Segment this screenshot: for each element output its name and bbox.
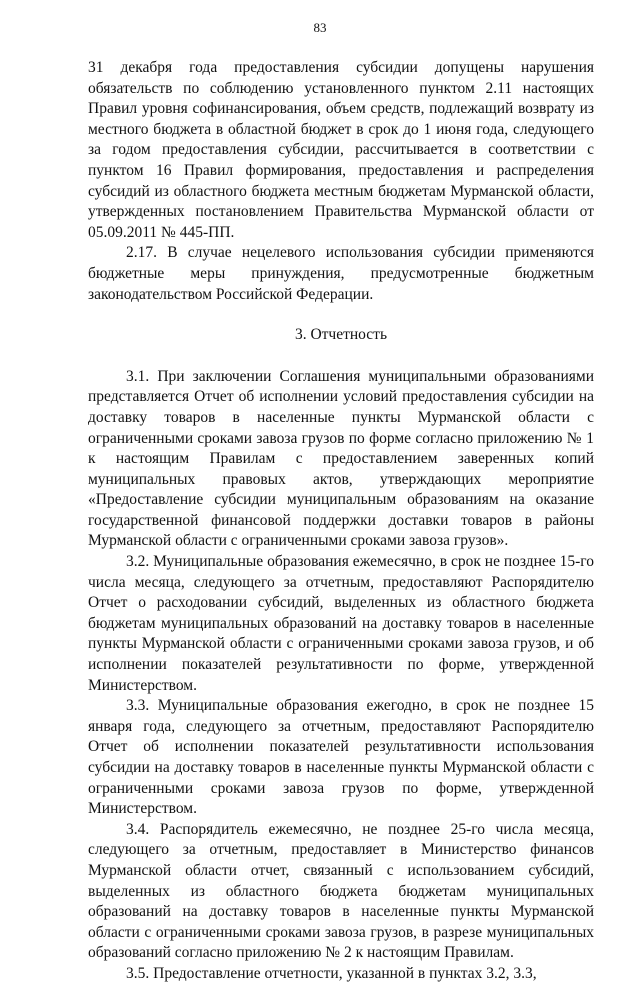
document-body bbox=[88, 58, 594, 985]
page-number: 83 bbox=[313, 20, 327, 35]
paragraph-refund-calculation: 31 декабря года предоставления субсидии допущены нарушения обязательств по соблюдению установленного пунктом 2.11 настоящих Правил уровня софинансирования, объем средств, подлежащий возврату из местного бюджета в областной бюджет в срок до 1 июня года, следующего за годом предоставления субсидии, рассчитывается в соответствии с пунктом 16 Правил формирования, предоставления и распределения субсидий из областного бюджета местным бюджетам Мурманской области, утвержденных постановлением Правительства Мурманской области от 05.09.2011 № 445-ПП. bbox=[88, 59, 594, 241]
paragraph-3-4: 3.4. Распорядитель ежемесячно, не позднее 25-го числа месяца, следующего за отчетным, предоставляет в Министерство финансов Мурманской области отчет, связанный с использованием субсидий, выделенных из областного бюджета бюджетам муниципальных образований на доставку товаров в населенные пункты Мурманской области с ограниченными сроками завоза грузов, в разрезе муниципальных образований согласно приложению № 2 к настоящим Правилам. bbox=[88, 820, 594, 962]
paragraph-3-1: 3.1. При заключении Соглашения муниципальными образованиями представляется Отчет об исполнении условий предоставления субсидии на доставку товаров в населенные пункты Мурманской области с ограниченными сроками завоза грузов по форме согласно приложению № 1 к настоящим Правилам с предоставлением заверенных копий муниципальных правовых актов, утверждающих мероприятие «Предоставление субсидии муниципальным образованиям на оказание государственной финансовой поддержки доставки товаров в районы Мурманской области с ограниченными сроками завоза грузов». bbox=[88, 367, 594, 550]
paragraph-2-17: 2.17. В случае нецелевого использования субсидии применяются бюджетные меры принуждения, предусмотренные бюджетным законодательством Российской Федерации. bbox=[88, 244, 594, 303]
paragraph-3-5: 3.5. Предоставление отчетности, указанной в пунктах 3.2, 3.3, bbox=[126, 964, 537, 982]
paragraph-3-2: 3.2. Муниципальные образования ежемесячно, в срок не позднее 15-го числа месяца, следующего за отчетным, предоставляют Распорядителю Отчет о расходовании субсидий, выделенных из областного бюджета бюджетам муниципальных образований на доставку товаров в населенные пункты Мурманской области с ограниченными сроками завоза грузов, и об исполнении показателей результативности по форме, утвержденной Министерством. bbox=[88, 553, 594, 694]
paragraph-3-3: 3.3. Муниципальные образования ежегодно, в срок не позднее 15 января года, следующего за отчетным, предоставляют Распорядителю Отчет об исполнении показателей результативности использования субсидии на доставку товаров в населенные пункты Мурманской области с ограниченными сроками завоза грузов по форме, утвержденной Министерством. bbox=[88, 697, 594, 818]
section-heading-reporting: 3. Отчетность bbox=[294, 326, 388, 344]
